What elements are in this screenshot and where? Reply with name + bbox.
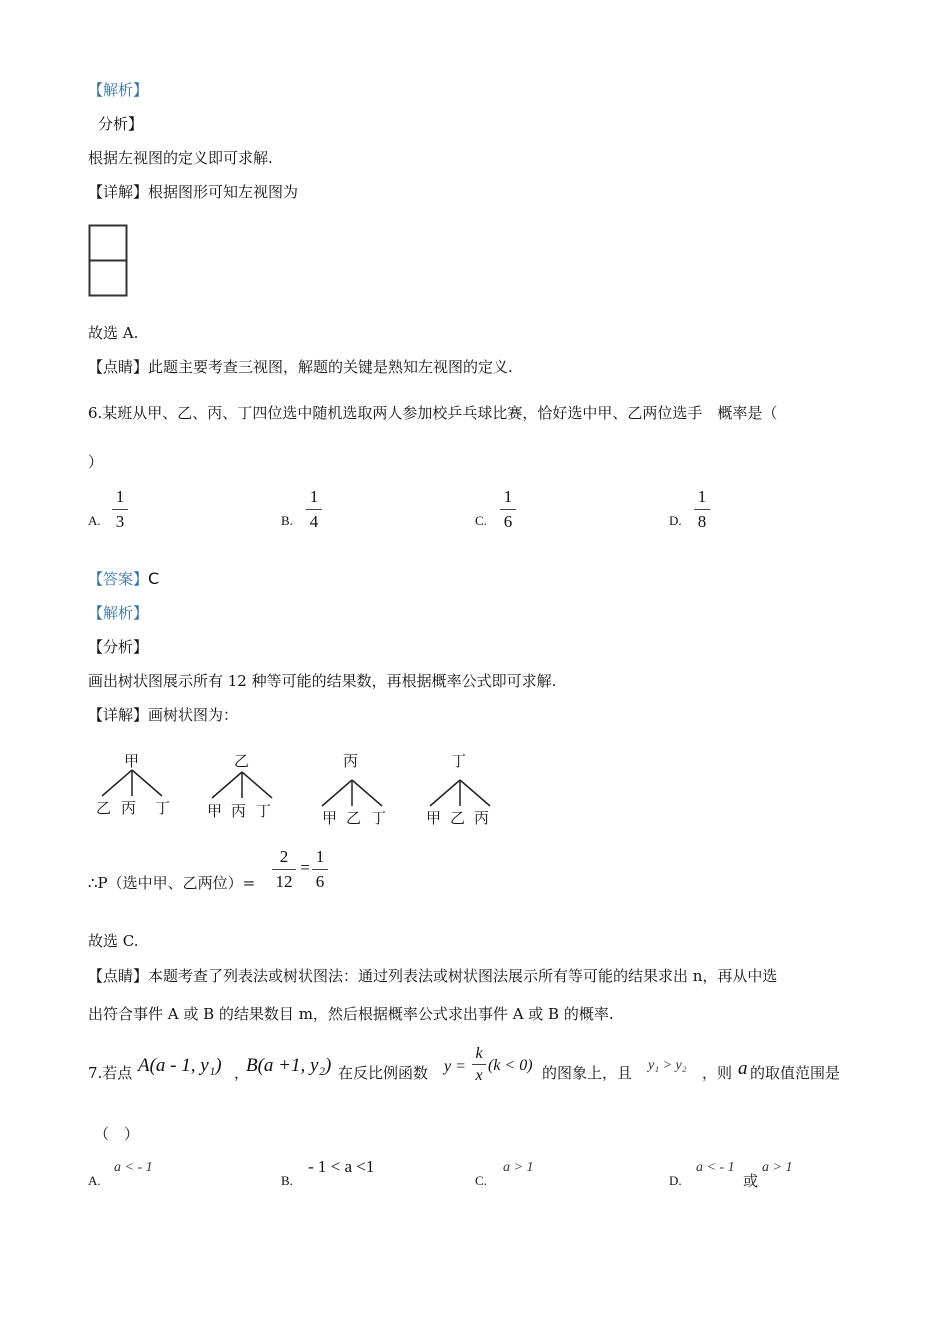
q6-prob-num1: 2 [279,847,289,866]
q7-func-left: y = [444,1058,466,1075]
q6-answer-line [88,569,159,589]
q7-func-den: x [475,1067,483,1084]
tree-3-branches [312,778,392,808]
q6-option-d-fraction [694,487,710,532]
q6-jiexi-tag: 【解析】 [88,604,149,622]
q7-func-num: k [475,1045,483,1062]
q7-prefix: 7.若点 [88,1064,133,1082]
q7-question [88,1045,868,1090]
tree-3-leaf-1: 甲 [322,809,338,827]
tree-4-root: 丁 [451,752,467,770]
q7-option-d-expr2: a > 1 [762,1160,793,1175]
q6-dianjing-2: 出符合事件 A 或 B 的结果数目 m，然后根据概率公式求出事件 A 或 B 的概率. [88,1005,614,1023]
q6-option-b-den: 4 [309,512,319,531]
q6-prob-fraction-2 [312,847,328,892]
q6-question: 6.某班从甲、乙、丙、丁四位选中随机选取两人参加校乒乓球比赛，恰好选中甲、乙两位选手 概率是（ [88,404,778,422]
q5-fenxi-text: 根据左视图的定义即可求解. [88,149,273,167]
q7-option-a-label: A. [88,1173,101,1188]
q6-question-end: ） [88,453,104,471]
tree-1-leaf-3: 丁 [155,799,171,817]
tree-1-root: 甲 [124,752,140,770]
tree-3-leaf-3: 丁 [371,809,387,827]
q7-option-d-label: D. [669,1173,682,1188]
q6-option-a-den: 3 [115,512,125,531]
tree-3-root: 丙 [343,752,359,770]
left-view-figure [88,224,130,298]
q7-option-d-expr: a < - 1 [696,1160,735,1175]
tree-2-leaf-3: 丁 [256,802,272,820]
tree-2-leaf-2: 丙 [231,802,247,820]
q5-dianjing: 【点睛】此题主要考查三视图，解题的关键是熟知左视图的定义. [88,358,513,376]
q7-var-a: a [738,1058,748,1079]
q5-guxuan: 故选 A. [88,324,139,342]
q6-prob-eq: = [300,858,310,877]
q6-option-d-label: D. [669,513,682,528]
q7-option-a-expr: a < - 1 [114,1160,153,1175]
tree-2-root: 乙 [234,752,250,770]
q7-point-a: A(a - 1, y₁) [138,1055,222,1076]
q6-option-b-num: 1 [309,487,319,506]
q6-option-a-label: A. [88,513,101,528]
tree-4-leaf-2: 乙 [450,809,466,827]
q7-option-b-expr: - 1 < a <1 [308,1157,375,1176]
q7-func-fraction [472,1045,486,1084]
q7-paren: （ ） [94,1125,140,1143]
q6-option-a-fraction [112,487,128,532]
q5-fenxi-tag: 分析】 [98,115,144,133]
q6-option-d-den: 8 [697,512,707,531]
q6-answer-value: C [148,569,160,588]
q7-option-c-expr: a > 1 [503,1160,534,1175]
tree-4-leaf-3: 丙 [474,809,490,827]
q7-comma: ， [234,1064,250,1082]
q6-fenxi-text: 画出树状图展示所有 12 种等可能的结果数，再根据概率公式即可求解. [88,672,557,690]
q7-func-cond: (k < 0) [488,1057,533,1074]
q7-mid3: ，则 [702,1064,733,1082]
q6-option-c-label: C. [475,513,487,528]
q6-option-c-num: 1 [503,487,513,506]
q6-option-c-den: 6 [503,512,513,531]
tree-1-branches [92,768,172,798]
q6-prob-num2: 1 [315,847,325,866]
tree-3-leaf-2: 乙 [346,809,362,827]
tree-2-leaf-1: 甲 [207,802,223,820]
q7-option-b-label: B. [281,1173,293,1188]
q7-mid2: 的图象上，且 [542,1064,633,1082]
q6-prob-fraction-1 [272,847,296,892]
q5-xiangjie: 【详解】根据图形可知左视图为 [88,183,299,201]
tree-4-leaf-1: 甲 [426,809,442,827]
tree-4-branches [420,778,500,808]
q6-option-a-num: 1 [115,487,125,506]
q7-inequality: y₁ > y₂ [648,1058,687,1073]
q6-answer-tag: 【答案】 [88,570,149,588]
q6-xiangjie: 【详解】画树状图为： [88,706,239,724]
q7-mid: 在反比例函数 [338,1064,429,1082]
q6-fenxi-tag: 【分析】 [88,638,149,656]
q6-option-b-label: B. [281,513,293,528]
tree-1-leaf-2: 丙 [121,799,137,817]
tree-1-leaf-1: 乙 [96,799,112,817]
q7-point-b: B(a +1, y₂) [246,1055,332,1076]
q7-option-c-label: C. [475,1173,487,1188]
q6-guxuan: 故选 C. [88,932,139,950]
q6-option-b-fraction [306,487,322,532]
q6-option-d-num: 1 [697,487,707,506]
tree-2-branches [202,770,282,800]
q7-option-d-or: 或 [743,1172,759,1190]
q6-prob-den2: 6 [315,872,325,891]
q6-option-c-fraction [500,487,516,532]
q6-dianjing-1: 【点睛】本题考查了列表法或树状图法：通过列表法或树状图法展示所有等可能的结果求出 n，再从中选 [88,967,778,985]
q5-jiexi-tag: 【解析】 [88,81,149,99]
q7-suffix: 的取值范围是 [750,1064,841,1082]
q6-prob-prefix: ∴P（选中甲、乙两位）= [88,874,256,892]
q6-prob-den1: 12 [275,872,293,891]
